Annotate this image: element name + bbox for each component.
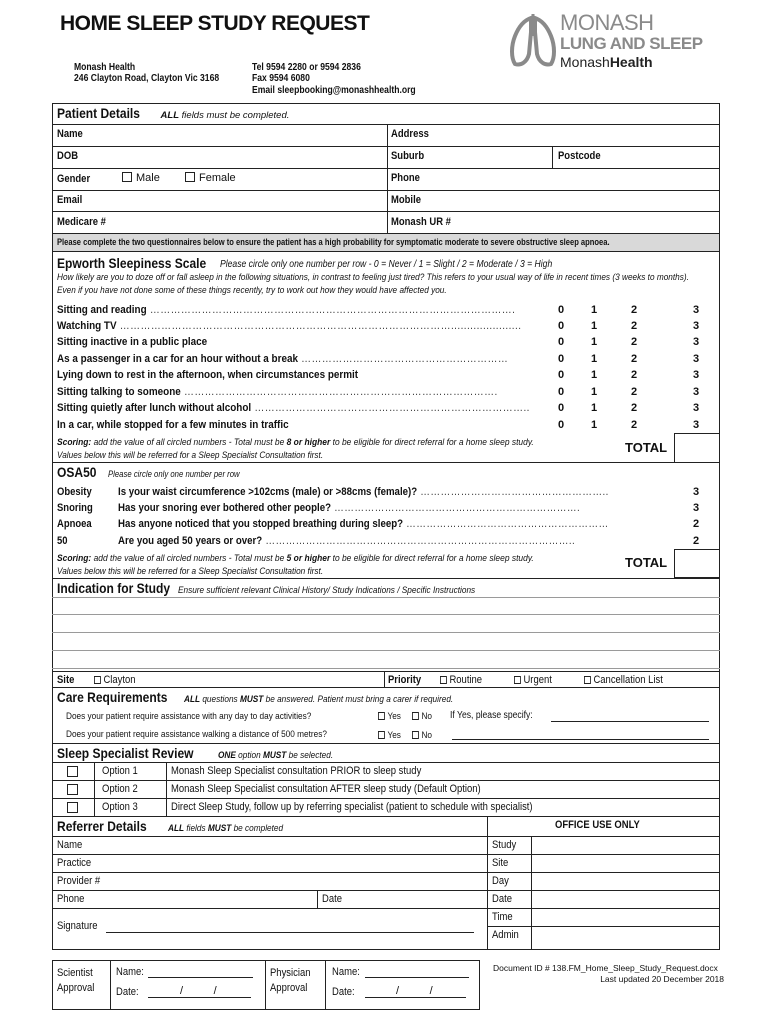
epworth-score-option[interactable]: 2 <box>631 402 638 414</box>
logo-monash-health: MonashHealth <box>560 54 653 70</box>
suburb-field[interactable]: Suburb <box>391 150 425 162</box>
epworth-score-option[interactable]: 2 <box>631 419 638 431</box>
office-use-field[interactable]: Time <box>492 911 513 923</box>
referrer-phone-field[interactable]: Phone <box>57 893 85 905</box>
epworth-score-option[interactable]: 1 <box>591 386 598 398</box>
referrer-provider-field[interactable]: Provider # <box>57 875 101 887</box>
document-id: Document ID # 138.FM_Home_Sleep_Study_Request.docx <box>493 963 718 973</box>
referrer-name-field[interactable]: Name <box>57 839 83 851</box>
epworth-score-option[interactable]: 0 <box>558 320 565 332</box>
referrer-heading: Referrer Details ALL fields MUST be completed <box>57 818 284 834</box>
scientist-name-line[interactable] <box>148 977 253 978</box>
epworth-score-option[interactable]: 0 <box>558 402 565 414</box>
osa50-total-box[interactable] <box>674 549 720 578</box>
epworth-score-option[interactable]: 1 <box>591 419 598 431</box>
osa50-instruction: Please circle only one number per row <box>108 469 240 479</box>
epworth-description: How likely are you to doze off or fall asleep in the following situations, in contrast to feeling just tired? This refers to your usual way of life in recent times (3 weeks to months). Even if you have not done some of these things recently, try to work out how they would have affected you. <box>57 272 689 296</box>
indication-textarea[interactable] <box>56 599 716 667</box>
care-q2-yes-checkbox[interactable]: Yes <box>378 730 401 741</box>
osa50-row-label: Obesity <box>57 486 92 498</box>
specialist-heading: Sleep Specialist Review ONE option MUST be selected. <box>57 745 334 761</box>
epworth-score-option[interactable]: 2 <box>631 386 638 398</box>
mobile-field[interactable]: Mobile <box>391 194 421 206</box>
scientist-approval-label: Scientist Approval <box>57 967 95 994</box>
care-specify-line-2[interactable] <box>452 739 709 740</box>
scientist-date-slashes: / / <box>180 985 217 997</box>
osa50-row-label: 50 <box>57 535 68 547</box>
specialist-option-label: Option 3 <box>102 801 138 813</box>
questionnaire-banner-text: Please complete the two questionnaires below to ensure the patient has a high probability for symptomatic moderate to severe obstructive sleep apnoea. <box>57 237 610 248</box>
epworth-score-option[interactable]: 2 <box>631 369 638 381</box>
scientist-date-label: Date: <box>116 986 139 998</box>
osa50-score-option[interactable]: 3 <box>693 486 700 498</box>
epworth-row: In a car, while stopped for a few minutes in traffic <box>57 419 289 431</box>
physician-approval-label: Physician Approval <box>270 967 311 994</box>
scientist-name-label: Name: <box>116 966 144 978</box>
epworth-total-label: TOTAL <box>625 440 668 455</box>
osa50-score-option[interactable]: 3 <box>693 502 700 514</box>
osa50-row-label: Apnoea <box>57 518 92 530</box>
epworth-score-option[interactable]: 1 <box>591 353 598 365</box>
epworth-score-option[interactable]: 1 <box>591 320 598 332</box>
osa50-row-label: Snoring <box>57 502 93 514</box>
epworth-heading: Epworth Sleepiness Scale <box>57 255 207 271</box>
osa50-score-option[interactable]: 2 <box>693 518 700 530</box>
epworth-score-option[interactable]: 0 <box>558 353 565 365</box>
specialist-option-checkbox[interactable] <box>67 784 78 795</box>
epworth-score-option[interactable]: 1 <box>591 304 598 316</box>
specialist-option-checkbox[interactable] <box>67 766 78 777</box>
logo-lung-and-sleep: LUNG AND SLEEP <box>560 34 703 53</box>
specialist-option-checkbox[interactable] <box>67 802 78 813</box>
priority-routine-checkbox[interactable]: Routine <box>440 674 482 686</box>
physician-date-label: Date: <box>332 986 355 998</box>
priority-label: Priority <box>388 674 422 686</box>
epworth-score-option[interactable]: 0 <box>558 386 565 398</box>
epworth-row: Lying down to rest in the afternoon, when circumstances permit <box>57 369 359 381</box>
osa50-total-label: TOTAL <box>625 555 668 570</box>
epworth-score-option[interactable]: 0 <box>558 419 565 431</box>
epworth-score-option[interactable]: 0 <box>558 369 565 381</box>
indication-heading: Indication for Study Ensure sufficient relevant Clinical History/ Study Indications / Specific Instructions <box>57 580 476 596</box>
contact-email: Email sleepbooking@monashhealth.org <box>252 85 416 96</box>
epworth-row: Sitting inactive in a public place <box>57 336 208 348</box>
osa50-score-option[interactable]: 2 <box>693 535 700 547</box>
epworth-row: Sitting talking to someone ………………………………………………………………………………. <box>57 386 498 398</box>
epworth-score-option[interactable]: 0 <box>558 336 565 348</box>
office-use-heading: OFFICE USE ONLY <box>555 819 640 831</box>
epworth-score-option[interactable]: 2 <box>631 320 638 332</box>
org-name: Monash Health <box>74 62 136 73</box>
logo-monash: MONASH <box>560 10 654 35</box>
dob-field[interactable]: DOB <box>57 150 79 162</box>
epworth-scoring-note: Values below this will be referred for a Sleep Specialist Consultation first. <box>57 450 324 461</box>
referrer-signature-label: Signature <box>57 920 98 932</box>
care-specify-line[interactable] <box>551 721 709 722</box>
gender-female-checkbox[interactable]: Female <box>185 172 236 184</box>
osa50-scoring-note: Values below this will be referred for a Sleep Specialist Consultation first. <box>57 566 324 577</box>
office-use-field[interactable]: Date <box>492 893 512 905</box>
epworth-score-option[interactable]: 3 <box>693 386 700 398</box>
site-clayton-checkbox[interactable]: Clayton <box>94 674 136 686</box>
phone-field[interactable]: Phone <box>391 172 420 184</box>
gender-male-checkbox[interactable]: Male <box>122 172 160 184</box>
physician-name-label: Name: <box>332 966 360 978</box>
care-q2-no-checkbox[interactable]: No <box>412 730 432 741</box>
epworth-score-option[interactable]: 3 <box>693 336 700 348</box>
care-question-2: Does your patient require assistance walking a distance of 500 metres? <box>66 729 327 740</box>
gender-label: Gender <box>57 173 91 185</box>
monash-ur-field[interactable]: Monash UR # <box>391 216 451 228</box>
epworth-score-option[interactable]: 3 <box>693 320 700 332</box>
epworth-scoring: Scoring: add the value of all circled numbers - Total must be 8 or higher to be eligible for direct referral for a home sleep study. <box>57 437 534 448</box>
specialist-option-label: Option 1 <box>102 765 138 777</box>
physician-name-line[interactable] <box>365 977 469 978</box>
epworth-score-option[interactable]: 0 <box>558 304 565 316</box>
care-q1-no-checkbox[interactable]: No <box>412 711 432 722</box>
contact-tel: Tel 9594 2280 or 9594 2836 <box>252 62 361 73</box>
last-updated: Last updated 20 December 2018 <box>600 974 724 984</box>
osa50-question: Is your waist circumference >102cms (male) or >88cms (female)? ……………………………………………….. <box>118 486 609 498</box>
epworth-score-option[interactable]: 3 <box>693 402 700 414</box>
office-use-field[interactable]: Day <box>492 875 509 887</box>
site-label: Site <box>57 674 75 686</box>
epworth-row: Sitting and reading ……………………………………………………………………………………………. <box>57 304 516 316</box>
epworth-instruction: Please circle only one number per row - 0 = Never / 1 = Slight / 2 = Moderate / 3 = High <box>220 259 553 270</box>
patient-details-heading: Patient Details ALL fields must be completed. <box>57 105 290 121</box>
osa50-question: Has anyone noticed that you stopped breathing during sleep? …………………………………………………… <box>118 518 609 530</box>
priority-urgent-checkbox[interactable]: Urgent <box>514 674 552 686</box>
office-use-field[interactable]: Admin <box>492 929 519 941</box>
osa50-question: Has your snoring ever bothered other people? ………………………………………………………………. <box>118 502 581 514</box>
specialist-option-text: Monash Sleep Specialist consultation PRIOR to sleep study <box>171 765 422 777</box>
contact-fax: Fax 9594 6080 <box>252 73 310 84</box>
priority-cancellation-checkbox[interactable]: Cancellation List <box>584 674 663 686</box>
epworth-row: Watching TV ……………………………………………………………………………………...................... <box>57 320 522 332</box>
referrer-date-field[interactable]: Date <box>322 893 342 905</box>
office-use-field[interactable]: Site <box>492 857 509 869</box>
referrer-signature-line[interactable] <box>106 932 474 933</box>
email-field[interactable]: Email <box>57 194 83 206</box>
physician-date-line[interactable] <box>365 997 466 998</box>
postcode-field[interactable]: Postcode <box>558 150 601 162</box>
care-q1-yes-checkbox[interactable]: Yes <box>378 711 401 722</box>
epworth-row: As a passenger in a car for an hour without a break …………………………………………………… <box>57 353 509 365</box>
name-field[interactable]: Name <box>57 128 83 140</box>
epworth-score-option[interactable]: 1 <box>591 402 598 414</box>
osa50-scoring: Scoring: add the value of all circled numbers - Total must be 5 or higher to be eligible for direct referral for a home sleep study. <box>57 553 534 564</box>
epworth-score-option[interactable]: 3 <box>693 353 700 365</box>
epworth-score-option[interactable]: 3 <box>693 304 700 316</box>
specialist-option-label: Option 2 <box>102 783 138 795</box>
epworth-score-option[interactable]: 2 <box>631 336 638 348</box>
medicare-field[interactable]: Medicare # <box>57 216 106 228</box>
lungs-logo-icon <box>505 12 561 70</box>
epworth-score-option[interactable]: 2 <box>631 353 638 365</box>
epworth-score-option[interactable]: 1 <box>591 369 598 381</box>
care-specify-label: If Yes, please specify: <box>450 710 533 721</box>
epworth-score-option[interactable]: 2 <box>631 304 638 316</box>
epworth-score-option[interactable]: 1 <box>591 336 598 348</box>
org-address: 246 Clayton Road, Clayton Vic 3168 <box>74 73 220 84</box>
physician-date-slashes: / / <box>396 985 433 997</box>
page-title: HOME SLEEP STUDY REQUEST <box>60 12 370 35</box>
epworth-score-option[interactable]: 3 <box>693 369 700 381</box>
osa50-heading: OSA50 <box>57 464 97 480</box>
epworth-row: Sitting quietly after lunch without alcohol …………………………………………………………………….. <box>57 402 530 414</box>
address-field[interactable]: Address <box>391 128 429 140</box>
epworth-score-option[interactable]: 3 <box>693 419 700 431</box>
osa50-question: Are you aged 50 years or over? ……………………………………………………………………………….. <box>118 535 576 547</box>
care-heading: Care Requirements ALL questions MUST be answered. Patient must bring a carer if required. <box>57 689 454 705</box>
epworth-total-box[interactable] <box>674 433 720 463</box>
scientist-date-line[interactable] <box>148 997 251 998</box>
specialist-option-text: Direct Sleep Study, follow up by referring specialist (patient to schedule with specialist) <box>171 801 533 813</box>
care-question-1: Does your patient require assistance with any day to day activities? <box>66 711 312 722</box>
referrer-practice-field[interactable]: Practice <box>57 857 92 869</box>
office-use-field[interactable]: Study <box>492 839 517 851</box>
specialist-option-text: Monash Sleep Specialist consultation AFTER sleep study (Default Option) <box>171 783 481 795</box>
